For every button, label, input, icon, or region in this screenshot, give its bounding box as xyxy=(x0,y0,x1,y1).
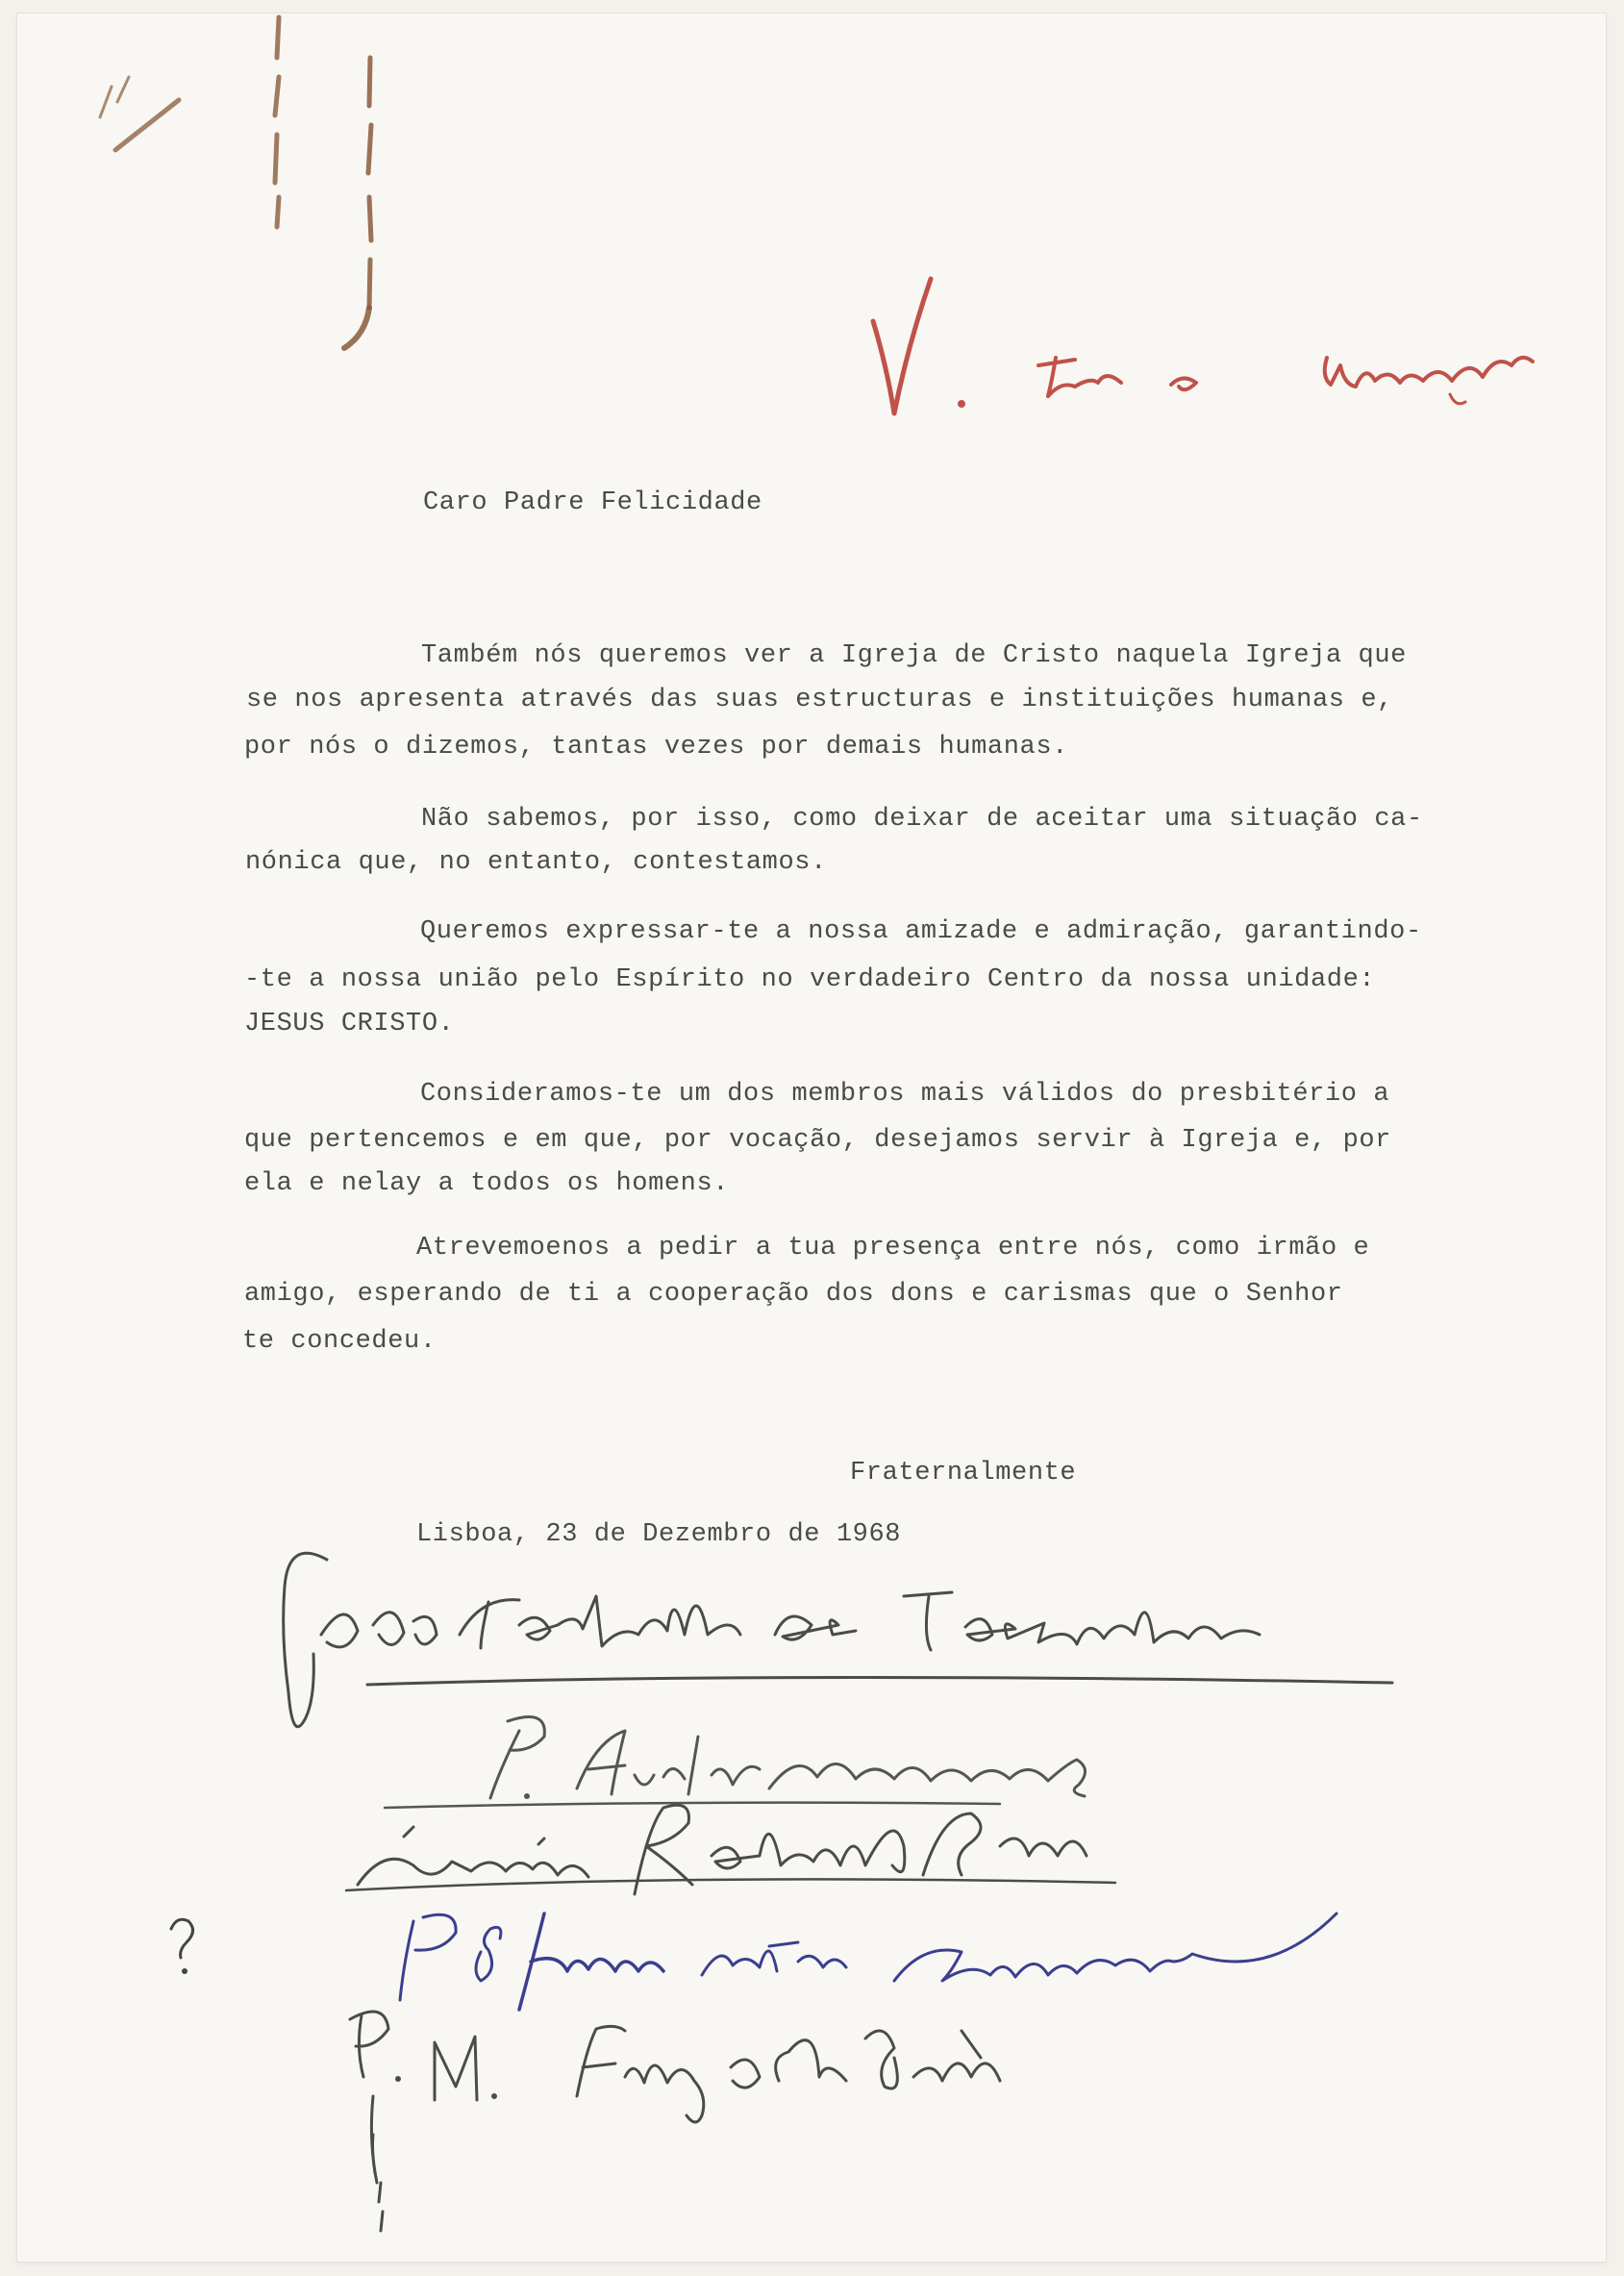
paragraph-3-line-1: Queremos expressar-te a nossa amizade e admiração, garantindo- xyxy=(420,917,1422,946)
stain-marks xyxy=(100,17,371,348)
paragraph-5-line-1: Atrevemoenos a pedir a tua presença entre nós, como irmão e xyxy=(416,1234,1370,1263)
paragraph-1-line-3: por nós o dizemos, tantas vezes por demais humanas. xyxy=(244,733,1068,762)
signature-3 xyxy=(346,1805,1115,1894)
paragraph-3-line-2: -te a nossa união pelo Espírito no verdadeiro Centro da nossa unidade: xyxy=(244,965,1376,994)
place-date: Lisboa, 23 de Dezembro de 1968 xyxy=(416,1520,902,1549)
red-annotation xyxy=(873,279,1533,413)
paragraph-3-line-3: JESUS CRISTO. xyxy=(244,1010,455,1038)
paragraph-1-line-1: Também nós queremos ver a Igreja de Cristo naquela Igreja que xyxy=(421,641,1407,670)
margin-question-mark xyxy=(171,1919,193,1974)
signature-2 xyxy=(385,1717,1086,1808)
paragraph-1-line-2: se nos apresenta através das suas estructuras e instituições humanas e, xyxy=(246,686,1393,714)
paragraph-5-line-2: amigo, esperando de ti a cooperação dos dons e carismas que o Senhor xyxy=(244,1280,1343,1309)
signature-5 xyxy=(350,2012,1000,2231)
paragraph-5-line-3: te concedeu. xyxy=(242,1327,437,1356)
paragraph-4-line-3: ela e nelay a todos os homens. xyxy=(244,1169,730,1198)
paragraph-2-line-1: Não sabemos, por isso, como deixar de aceitar uma situação ca- xyxy=(421,805,1423,834)
paragraph-4-line-1: Consideramos-te um dos membros mais válidos do presbitério a xyxy=(420,1080,1390,1109)
salutation: Caro Padre Felicidade xyxy=(423,488,762,517)
signature-4 xyxy=(400,1913,1337,2010)
closing: Fraternalmente xyxy=(850,1459,1077,1488)
paragraph-4-line-2: que pertencemos e em que, por vocação, desejamos servir à Igreja e, por xyxy=(244,1126,1391,1155)
paragraph-2-line-2: nónica que, no entanto, contestamos. xyxy=(245,848,827,877)
signature-1 xyxy=(284,1553,1392,1726)
